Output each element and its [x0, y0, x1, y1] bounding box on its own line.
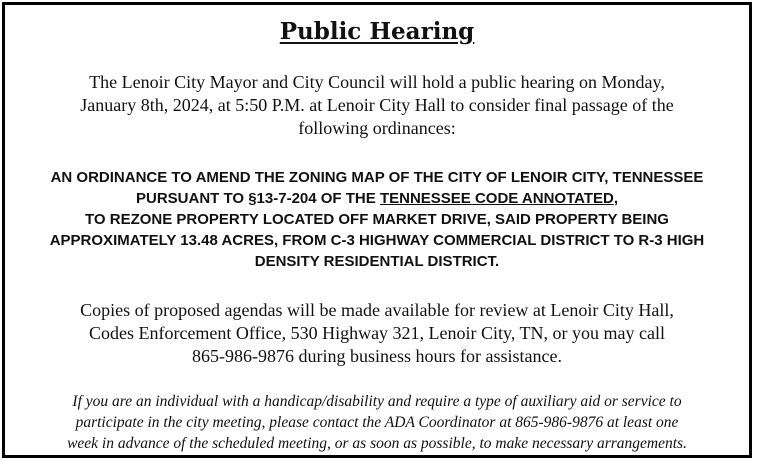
ordinance-line: AN ORDINANCE TO AMEND THE ZONING MAP OF THE CITY OF LENOIR CITY, TENNESSEE [50, 169, 704, 186]
ordinance-line [13, 188, 741, 209]
ordinance-text [13, 167, 741, 272]
notice-title: Public Hearing [279, 18, 475, 45]
ordinance-line-prefix: PURSUANT TO §13-7-204 OF THE [135, 190, 380, 207]
code-citation: TENNESSEE CODE ANNOTATED [379, 190, 614, 207]
copies-line: Codes Enforcement Office, 530 Highway 321, Lenoir City, TN, or you may call [88, 323, 666, 343]
ada-line: participate in the city meeting, please contact the ADA Coordinator at 865-986-9876 at least one [75, 414, 679, 431]
public-hearing-notice [2, 2, 752, 458]
ada-line: week in advance of the scheduled meeting, or as soon as possible, to make necessary arrangements. [67, 435, 687, 452]
intro-line: The Lenoir City Mayor and City Council will hold a public hearing on Monday, [89, 72, 665, 92]
copies-line: 865-986-9876 during business hours for assistance. [192, 346, 562, 366]
intro-line: January 8th, 2024, at 5:50 P.M. at Lenoir City Hall to consider final passage of the [80, 95, 674, 115]
intro-line: following ordinances: [298, 118, 456, 138]
ordinance-line: TO REZONE PROPERTY LOCATED OFF MARKET DRIVE, SAID PROPERTY BEING [85, 211, 669, 228]
ada-line: If you are an individual with a handicap/disability and require a type of auxiliary aid or service to [72, 393, 682, 410]
copies-paragraph [25, 299, 729, 368]
copies-line: Copies of proposed agendas will be made available for review at Lenoir City Hall, [80, 300, 674, 320]
ordinance-line: DENSITY RESIDENTIAL DISTRICT. [254, 253, 500, 270]
ordinance-line-suffix: , [613, 190, 619, 207]
ada-notice [11, 391, 743, 454]
intro-paragraph [25, 71, 729, 140]
ordinance-line: APPROXIMATELY 13.48 ACRES, FROM C-3 HIGHWAY COMMERCIAL DISTRICT TO R-3 HIGH [49, 232, 705, 249]
